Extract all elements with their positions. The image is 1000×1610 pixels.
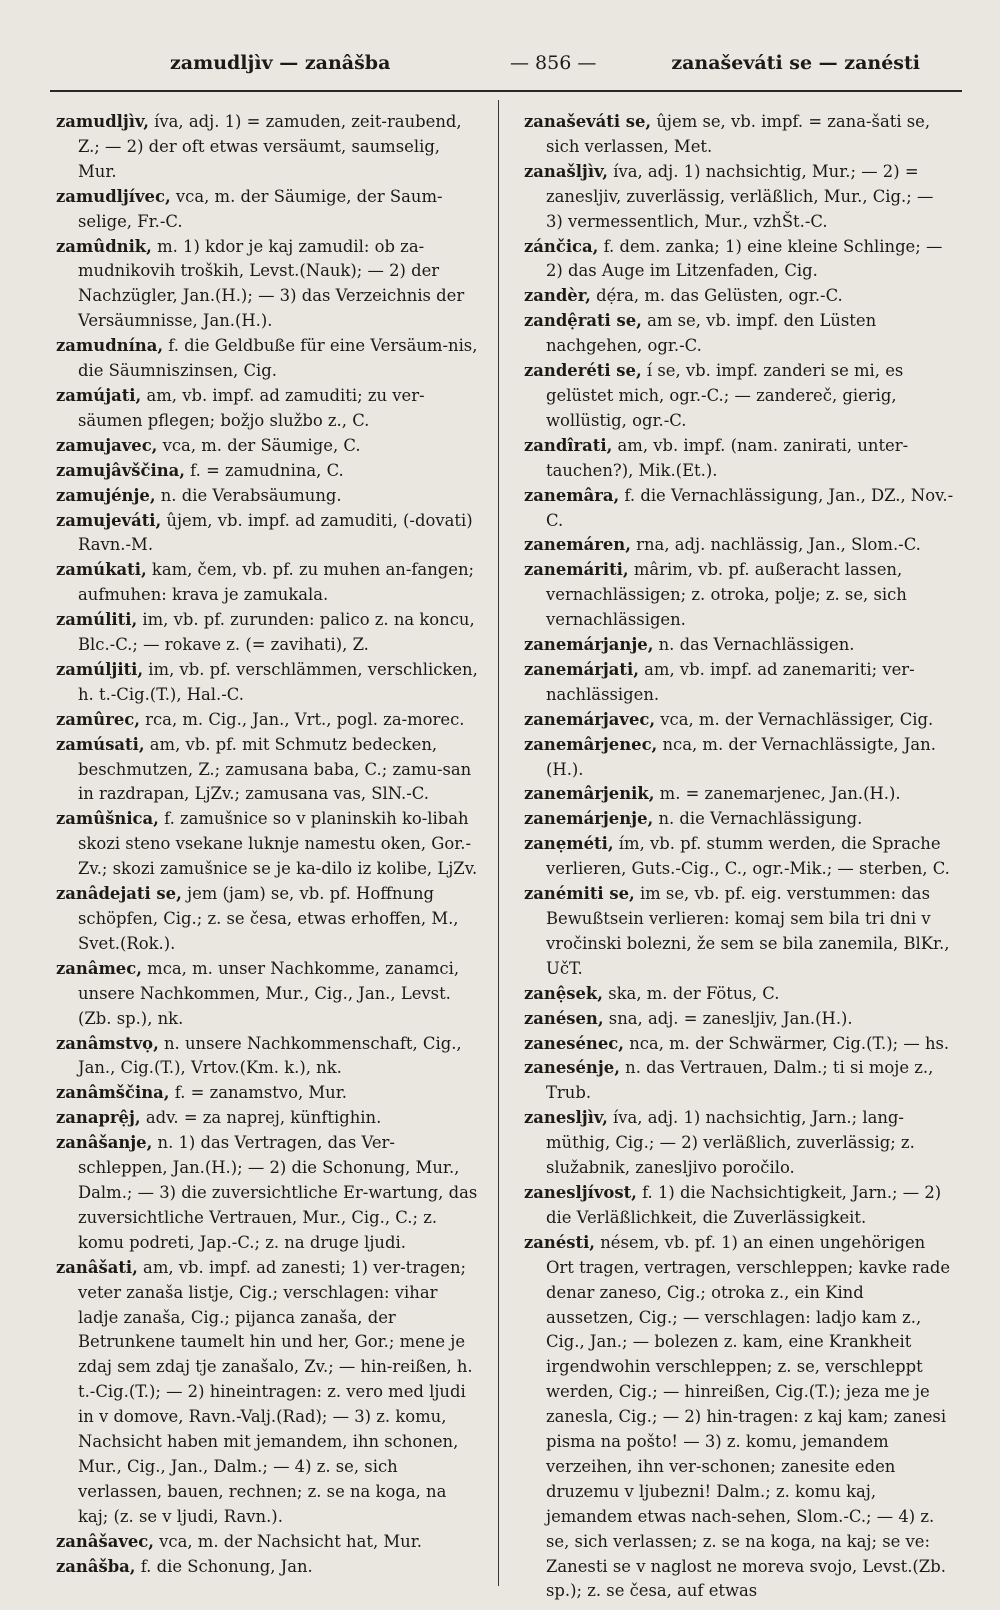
dictionary-entry <box>524 1106 954 1181</box>
entry-body: f. = zanamstvo, Mur. <box>174 1083 347 1103</box>
entry-body: í se, vb. impf. zanderi se mi, es gelüstet mich, ogr.-C.; — zandereč, gierig, wollüstig, ogr.-C. <box>546 361 904 430</box>
entry-headword: zanâšati, <box>56 1257 138 1277</box>
entry-headword: zamudnína, <box>56 336 164 356</box>
left-column <box>56 110 479 1579</box>
entry-body: íva, adj. 1) nachsichtig, Jarn.; lang-müthig, Cig.; — 2) verläßlich, zuverlässig; z. služabnik, zanesljivo poročilo. <box>546 1108 915 1178</box>
entry-headword: zanaševáti se, <box>524 112 652 131</box>
dictionary-entry <box>524 160 954 235</box>
dictionary-entry <box>524 807 954 832</box>
entry-body: n. die Verabsäumung. <box>160 485 342 505</box>
dictionary-entry <box>56 658 479 708</box>
dictionary-entry <box>524 1056 954 1106</box>
entry-headword: zamúljiti, <box>56 659 144 679</box>
entry-body: jem (jam) se, vb. pf. Hoffnung schöpfen, Cig.; z. se česa, etwas erhoffen, M., Svet.(Rok.). <box>78 884 459 953</box>
entry-headword: zanésti, <box>524 1232 596 1252</box>
entry-body: nca, m. der Schwärmer, Cig.(T.); — hs. <box>629 1033 950 1053</box>
entry-headword: zanašljìv, <box>524 161 608 181</box>
entry-headword: zandèr, <box>524 286 591 306</box>
entry-headword: zanemárjenje, <box>524 809 654 829</box>
dictionary-entry <box>56 484 479 509</box>
dictionary-entry <box>524 533 954 558</box>
entry-headword: zanâmščina, <box>56 1083 170 1103</box>
entry-headword: zanâšavec, <box>56 1531 154 1551</box>
dictionary-entry <box>524 359 954 434</box>
entry-body: am, vb. impf. ad zanemariti; ver-nachlässigen. <box>546 659 915 704</box>
entry-body: vca, m. der Säumige, der Saum-selige, Fr.-C. <box>78 186 443 231</box>
header-rule <box>50 90 962 92</box>
dictionary-entry <box>524 1231 954 1605</box>
entry-headword: zamúliti, <box>56 610 138 630</box>
dictionary-entry <box>56 185 479 235</box>
entry-body: n. 1) das Vertragen, das Ver-schleppen, Jan.(H.); — 2) die Schonung, Mur., Dalm.; — 3) die zuversichtliche Er-wartung, das zuversichtliche Vertrauen, Mur., Cig., C.; z. komu podreti, Jap.-C.; z. na druge ljudi. <box>78 1133 478 1252</box>
dictionary-entry <box>524 558 954 633</box>
entry-body: m. = zanemarjenec, Jan.(H.). <box>659 784 901 804</box>
dictionary-entry <box>56 708 479 733</box>
entry-body: ím, vb. pf. stumm werden, die Sprache verlieren, Guts.-Cig., C., ogr.-Mik.; — sterben, C. <box>546 834 950 879</box>
entry-headword: zamujénje, <box>56 485 156 505</box>
entry-body: ûjem, vb. impf. ad zamuditi, (-dovati) Ravn.-M. <box>78 510 473 555</box>
dictionary-entry <box>56 509 479 559</box>
entry-headword: zanệsek, <box>524 983 603 1003</box>
entry-body: vca, m. der Vernachlässiger, Cig. <box>660 709 934 729</box>
entry-body: im, vb. pf. zurunden: palico z. na koncu, Blc.-C.; — rokave z. (= zavihati), Z. <box>78 610 475 655</box>
dictionary-entry <box>524 484 954 534</box>
entry-body: rca, m. Cig., Jan., Vrt., pogl. za-morec. <box>145 709 465 729</box>
dictionary-entry <box>56 1256 479 1530</box>
dictionary-entry <box>56 1131 479 1256</box>
entry-headword: zanemáren, <box>524 535 631 555</box>
entry-headword: zánčica, <box>524 236 599 256</box>
dictionary-entry <box>56 558 479 608</box>
dictionary-entry <box>524 733 954 783</box>
entry-body: ûjem se, vb. impf. = zana-šati se, sich verlassen, Met. <box>546 112 931 156</box>
entry-headword: zamújati, <box>56 385 142 405</box>
entry-headword: zanesljìv, <box>524 1108 608 1128</box>
dictionary-entry <box>56 1555 479 1580</box>
entry-headword: zanemárjavec, <box>524 709 656 729</box>
entry-body: n. das Vernachlässigen. <box>658 635 855 655</box>
dictionary-entry <box>56 608 479 658</box>
entry-body: rna, adj. nachlässig, Jan., Slom.-C. <box>636 535 921 555</box>
dictionary-entry <box>524 284 954 309</box>
dictionary-entry <box>524 782 954 807</box>
entry-headword: zanemârjenec, <box>524 734 658 754</box>
dictionary-entry <box>56 384 479 434</box>
entry-headword: zanâmstvọ, <box>56 1033 159 1053</box>
entry-headword: zamûšnica, <box>56 809 159 829</box>
entry-headword: zanesénje, <box>524 1058 620 1078</box>
entry-headword: zanâmec, <box>56 958 142 978</box>
dictionary-entry <box>56 459 479 484</box>
dictionary-entry <box>56 733 479 808</box>
dictionary-entry <box>524 708 954 733</box>
dictionary-entry <box>56 235 479 335</box>
entry-body: f. die Schonung, Jan. <box>140 1556 313 1576</box>
header-right: zanaševáti se — zanésti <box>671 52 920 74</box>
entry-body: ska, m. der Fötus, C. <box>608 983 780 1003</box>
entry-headword: zanemâra, <box>524 485 620 505</box>
entry-headword: zanderéti se, <box>524 361 642 381</box>
dictionary-entry <box>524 1007 954 1032</box>
entry-body: am se, vb. impf. den Lüsten nachgehen, ogr.-C. <box>546 311 877 356</box>
right-column <box>524 110 954 1604</box>
entry-headword: zamúsati, <box>56 734 145 754</box>
entry-headword: zamûdnik, <box>56 236 152 256</box>
entry-headword: zamudljìv, <box>56 112 149 131</box>
entry-headword: zanâšanje, <box>56 1133 153 1153</box>
dictionary-entry <box>524 832 954 882</box>
entry-headword: zanẹméti, <box>524 834 614 854</box>
dictionary-entry <box>524 1032 954 1057</box>
dictionary-entry <box>524 1181 954 1231</box>
dictionary-entry <box>56 1032 479 1082</box>
dictionary-entry <box>524 633 954 658</box>
entry-headword: zandệrati se, <box>524 311 642 331</box>
entry-body: vca, m. der Nachsicht hat, Mur. <box>159 1531 422 1551</box>
entry-body: am, vb. pf. mit Schmutz bedecken, beschmutzen, Z.; zamusana baba, C.; zamu-san in razdrapan, LjZv.; zamusana vas, SlN.-C. <box>78 734 472 804</box>
header-left: zamudljìv — zanâšba <box>170 52 391 74</box>
entry-body: adv. = za naprej, künftighin. <box>145 1108 382 1128</box>
entry-headword: zamujeváti, <box>56 510 162 530</box>
entry-body: f. die Geldbuße für eine Versäum-nis, die Säumniszinsen, Cig. <box>78 336 478 381</box>
entry-headword: zanésen, <box>524 1008 604 1028</box>
dictionary-entry <box>524 982 954 1007</box>
dictionary-entry <box>524 882 954 982</box>
entry-body: f. dem. zanka; 1) eine kleine Schlinge; — 2) das Auge im Litzenfaden, Cig. <box>546 236 943 281</box>
dictionary-entry <box>56 882 479 957</box>
entry-body: am, vb. impf. ad zamuditi; zu ver-säumen pflegen; božjo službo z., C. <box>78 385 425 430</box>
entry-body: f. zamušnice so v planinskih ko-libah skozi steno vsekane luknje namestu oken, Gor.-Zv.; skozi zamušnice se je ka-dilo iz kolibe, LjZv. <box>78 809 478 879</box>
entry-body: n. unsere Nachkommenschaft, Cig., Jan., Cig.(T.), Vrtov.(Km. k.), nk. <box>78 1033 462 1078</box>
entry-headword: zanemárjanje, <box>524 635 654 655</box>
entry-headword: zamûrec, <box>56 709 140 729</box>
entry-headword: zanemárjati, <box>524 659 639 679</box>
dictionary-entry <box>56 957 479 1032</box>
dictionary-entry <box>56 110 479 185</box>
entry-headword: zanesljívost, <box>524 1182 637 1202</box>
running-header <box>60 52 960 88</box>
entry-body: íva, adj. 1) = zamuden, zeit-raubend, Z.; — 2) der oft etwas versäumt, saumselig, Mur. <box>78 112 462 181</box>
entry-body: nca, m. der Vernachlässigte, Jan.(H.). <box>546 734 936 779</box>
entry-body: im, vb. pf. verschlämmen, verschlicken, h. t.-Cig.(T.), Hal.-C. <box>78 659 478 704</box>
entry-headword: zamujavec, <box>56 435 158 455</box>
dictionary-entry <box>56 434 479 459</box>
entry-headword: zamúkati, <box>56 560 147 580</box>
page-number: — 856 — <box>510 52 597 74</box>
entry-headword: zanâšba, <box>56 1556 136 1576</box>
entry-headword: zamudljívec, <box>56 186 171 206</box>
entry-headword: zanemârjenik, <box>524 784 655 804</box>
dictionary-entry <box>524 309 954 359</box>
entry-body: f. = zamudnina, C. <box>190 460 344 480</box>
dictionary-entry <box>524 658 954 708</box>
dictionary-entry <box>56 334 479 384</box>
dictionary-entry <box>524 434 954 484</box>
entry-body: mârim, vb. pf. außeracht lassen, vernachlässigen; z. otroka, polje; z. se, sich vernachlässigen. <box>546 560 907 630</box>
entry-body: dẹ́ra, m. das Gelüsten, ogr.-C. <box>596 286 843 306</box>
entry-headword: zanaprệj, <box>56 1108 141 1128</box>
entry-headword: zanesénec, <box>524 1033 624 1053</box>
entry-body: vca, m. der Säumige, C. <box>162 435 361 455</box>
entry-headword: zanémiti se, <box>524 884 635 904</box>
entry-body: mca, m. unser Nachkomme, zanamci, unsere Nachkommen, Mur., Cig., Jan., Levst.(Zb. sp.), nk. <box>78 958 460 1028</box>
entry-body: f. 1) die Nachsichtigkeit, Jarn.; — 2) die Verläßlichkeit, die Zuverlässigkeit. <box>546 1182 942 1227</box>
entry-body: sna, adj. = zanesljiv, Jan.(H.). <box>608 1008 853 1028</box>
column-divider <box>498 100 499 1586</box>
entry-body: m. 1) kdor je kaj zamudil: ob za-mudnikovih troških, Levst.(Nauk); — 2) der Nachzügler, Jan.(H.); — 3) das Verzeichnis der Versäumnisse, Jan.(H.). <box>78 236 465 331</box>
entry-body: íva, adj. 1) nachsichtig, Mur.; — 2) = zanesljiv, zuverlässig, verläßlich, Mur., Cig.; — 3) vermessentlich, Mur., vzhŠt.-C. <box>546 161 934 231</box>
entry-headword: zanâdejati se, <box>56 884 182 904</box>
entry-body: nésem, vb. pf. 1) an einen ungehörigen Ort tragen, vertragen, verschleppen; kavke rade denar zaneso, Cig.; otroka z., ein Kind aussetzen, Cig.; — verschlagen: ladjo kam z., Cig., Jan.; — bolezen z. kam, eine Krankheit irgendwohin verschleppen; z. se, verschleppt werden, Cig.; — hinreißen, Cig.(T.); jeza me je zanesla, Cig.; — 2) hin-tragen: z kaj kam; zanesi pisma na pošto! — 3) z. komu, jemandem verzeihen, ihn ver-schonen; zanesite eden druzemu v ljubezni! Dalm.; z. komu kaj, jemandem etwas nach-sehen, Slom.-C.; — 4) z. se, sich verlassen; z. se na koga, na kaj; se ve: Zanesti se v naglost ne moreva svojo, Levst.(Zb. sp.); z. se česa, auf etwas <box>546 1232 951 1601</box>
entry-headword: zamujâvščina, <box>56 460 185 480</box>
entry-body: am, vb. impf. (nam. zanirati, unter-tauchen?), Mik.(Et.). <box>546 435 909 480</box>
dictionary-entry <box>56 1081 479 1106</box>
dictionary-entry <box>524 110 954 160</box>
entry-body: n. das Vertrauen, Dalm.; ti si moje z., Trub. <box>546 1058 934 1103</box>
entry-body: am, vb. impf. ad zanesti; 1) ver-tragen; veter zanaša listje, Cig.; verschlagen: vihar ladje zanaša, Cig.; pijanca zanaša, der Betrunkene taumelt hin und her, Gor.; mene je zdaj sem zdaj tje zanašalo, Zv.; — hin-reißen, h. t.-Cig.(T.); — 2) hineintragen: z. vero med ljudi in v domove, Ravn.-Valj.(Rad); — 3) z. komu, Nachsicht haben mit jemandem, ihn schonen, Mur., Cig., Jan., Dalm.; — 4) z. se, sich verlassen, bauen, rechnen; z. se na koga, na kaj; (z. se v ljudi, Ravn.). <box>78 1257 473 1526</box>
dictionary-entry <box>56 807 479 882</box>
entry-headword: zanemáriti, <box>524 560 629 580</box>
entry-headword: zandîrati, <box>524 435 613 455</box>
entry-body: im se, vb. pf. eig. verstummen: das Bewußtsein verlieren: komaj sem bila tri dni v vročinski bolezni, že sem se bila zanemila, BlKr., UčT. <box>546 884 950 978</box>
entry-body: kam, čem, vb. pf. zu muhen an-fangen; aufmuhen: krava je zamukala. <box>78 560 475 605</box>
dictionary-entry <box>524 235 954 285</box>
dictionary-entry <box>56 1530 479 1555</box>
entry-body: f. die Vernachlässigung, Jan., DZ., Nov.-C. <box>546 485 954 530</box>
entry-body: n. die Vernachlässigung. <box>658 809 863 829</box>
dictionary-entry <box>56 1106 479 1131</box>
